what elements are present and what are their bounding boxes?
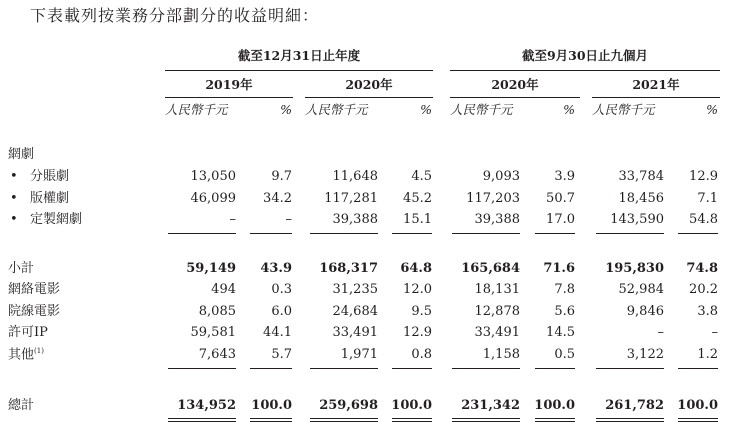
cell-value: 7,643 — [198, 347, 236, 362]
cell-percent: 100.0 — [251, 398, 292, 413]
unit-percent: % — [706, 102, 718, 117]
cell-percent: 0.3 — [271, 282, 292, 297]
cell-percent: 0.5 — [554, 347, 575, 362]
cell-percent: 7.1 — [697, 191, 718, 206]
total-rule — [392, 368, 432, 369]
intro-text: 下表載列按業務分部劃分的收益明細： — [30, 6, 320, 25]
total-double-rule — [310, 418, 378, 422]
year-rule — [450, 97, 580, 98]
cell-value: 117,281 — [324, 191, 378, 206]
cell-percent: 45.2 — [403, 191, 432, 206]
cell-value: 31,235 — [332, 282, 378, 297]
cell-percent: 43.9 — [260, 261, 292, 276]
cell-percent: 12.0 — [403, 282, 432, 297]
period-header-nine-months: 截至9月30日止九個月 — [521, 48, 649, 63]
cell-percent: 14.5 — [546, 325, 575, 340]
row-label: 定製網劇 — [30, 212, 83, 227]
period-rule — [450, 70, 720, 71]
cell-value: 134,952 — [177, 398, 236, 413]
cell-percent: 1.2 — [697, 347, 718, 362]
cell-percent: 3.9 — [554, 169, 575, 184]
total-rule — [168, 368, 236, 369]
row-label: 版權劇 — [30, 191, 70, 206]
row-label-subtotal: 小計 — [8, 261, 35, 276]
total-rule — [596, 368, 664, 369]
total-rule — [310, 368, 378, 369]
row-label: 網絡電影 — [8, 282, 61, 297]
subtotal-rule — [392, 233, 432, 234]
row-bullet: • — [10, 191, 18, 206]
period-rule — [165, 70, 433, 71]
year-rule — [592, 97, 720, 98]
cell-value: 33,491 — [332, 325, 378, 340]
total-double-rule — [392, 418, 432, 422]
total-double-rule — [452, 418, 520, 422]
cell-value: 52,984 — [618, 282, 664, 297]
year-header: 2020年 — [491, 77, 539, 92]
cell-value: 39,388 — [332, 212, 378, 227]
cell-percent: 44.1 — [263, 325, 292, 340]
unit-currency: 人民幣千元 — [592, 102, 655, 117]
cell-value: 8,085 — [198, 304, 236, 319]
year-rule — [305, 97, 433, 98]
total-rule — [250, 368, 292, 369]
cell-percent: 71.6 — [543, 261, 575, 276]
total-double-rule — [535, 418, 575, 422]
cell-value: 18,456 — [618, 191, 664, 206]
cell-percent: 100.0 — [677, 398, 718, 413]
cell-percent: 15.1 — [403, 212, 432, 227]
row-label: 分賬劇 — [30, 169, 70, 184]
cell-percent: 6.0 — [271, 304, 292, 319]
cell-value: 117,203 — [466, 191, 520, 206]
cell-value: – — [657, 325, 664, 340]
year-header: 2021年 — [632, 77, 680, 92]
cell-value: – — [229, 212, 236, 227]
cell-percent: 100.0 — [391, 398, 432, 413]
unit-currency: 人民幣千元 — [305, 102, 368, 117]
cell-value: 11,648 — [332, 169, 378, 184]
subtotal-rule — [535, 233, 575, 234]
cell-percent: 9.7 — [271, 169, 292, 184]
unit-currency: 人民幣千元 — [165, 102, 228, 117]
cell-value: 259,698 — [319, 398, 378, 413]
subtotal-rule — [452, 233, 520, 234]
cell-percent: 20.2 — [689, 282, 718, 297]
cell-percent: 5.7 — [271, 347, 292, 362]
cell-percent: – — [711, 325, 718, 340]
unit-currency: 人民幣千元 — [450, 102, 513, 117]
cell-value: 18,131 — [474, 282, 520, 297]
cell-value: 261,782 — [605, 398, 664, 413]
row-label — [8, 348, 44, 361]
total-double-rule — [250, 418, 292, 422]
cell-percent: 12.9 — [403, 325, 432, 340]
subtotal-rule — [596, 233, 664, 234]
cell-value: 165,684 — [461, 261, 520, 276]
subtotal-rule — [310, 233, 378, 234]
cell-value: 59,149 — [186, 261, 236, 276]
cell-value: 1,971 — [340, 347, 378, 362]
row-bullet: • — [10, 212, 18, 227]
year-rule — [165, 97, 293, 98]
cell-percent: 4.5 — [411, 169, 432, 184]
period-header-year: 截至12月31日止年度 — [237, 48, 361, 63]
total-double-rule — [678, 418, 718, 422]
footnote-marker: (1) — [34, 347, 44, 355]
cell-value: 9,093 — [482, 169, 520, 184]
year-header: 2019年 — [205, 77, 253, 92]
cell-value: 12,878 — [474, 304, 520, 319]
cell-value: 143,590 — [610, 212, 664, 227]
cell-value: 33,784 — [618, 169, 664, 184]
unit-percent: % — [563, 102, 575, 117]
cell-percent: – — [285, 212, 292, 227]
subtotal-rule — [250, 233, 292, 234]
cell-percent: 74.8 — [686, 261, 718, 276]
cell-percent: 17.0 — [546, 212, 575, 227]
cell-value: 13,050 — [190, 169, 236, 184]
cell-percent: 54.8 — [689, 212, 718, 227]
subtotal-rule — [168, 233, 236, 234]
row-label: 院線電影 — [8, 304, 61, 319]
cell-percent: 3.8 — [697, 304, 718, 319]
row-label-total: 總計 — [8, 398, 35, 413]
total-double-rule — [168, 418, 236, 422]
total-rule — [678, 368, 718, 369]
cell-value: 494 — [211, 282, 236, 297]
cell-value: 3,122 — [626, 347, 664, 362]
row-bullet: • — [10, 169, 18, 184]
cell-percent: 12.9 — [689, 169, 718, 184]
cell-value: 46,099 — [190, 191, 236, 206]
cell-percent: 7.8 — [554, 282, 575, 297]
total-double-rule — [596, 418, 664, 422]
cell-percent: 9.5 — [411, 304, 432, 319]
total-rule — [452, 368, 520, 369]
cell-value: 9,846 — [626, 304, 664, 319]
cell-percent: 64.8 — [400, 261, 432, 276]
cell-percent: 100.0 — [534, 398, 575, 413]
cell-value: 33,491 — [474, 325, 520, 340]
row-label-text: 其他 — [8, 347, 35, 363]
unit-percent: % — [420, 102, 432, 117]
row-label: 許可IP — [8, 325, 48, 340]
unit-percent: % — [280, 102, 292, 117]
cell-value: 195,830 — [605, 261, 664, 276]
cell-percent: 34.2 — [263, 191, 292, 206]
cell-value: 59,581 — [190, 325, 236, 340]
total-rule — [535, 368, 575, 369]
year-header: 2020年 — [345, 77, 393, 92]
cell-value: 24,684 — [332, 304, 378, 319]
cell-value: 231,342 — [461, 398, 520, 413]
subtotal-rule — [678, 233, 718, 234]
cell-percent: 0.8 — [411, 347, 432, 362]
cell-value: 1,158 — [482, 347, 520, 362]
cell-percent: 5.6 — [554, 304, 575, 319]
cell-value: 168,317 — [319, 261, 378, 276]
cell-percent: 50.7 — [546, 191, 575, 206]
cell-value: 39,388 — [474, 212, 520, 227]
section-label-web-series: 網劇 — [8, 147, 35, 162]
